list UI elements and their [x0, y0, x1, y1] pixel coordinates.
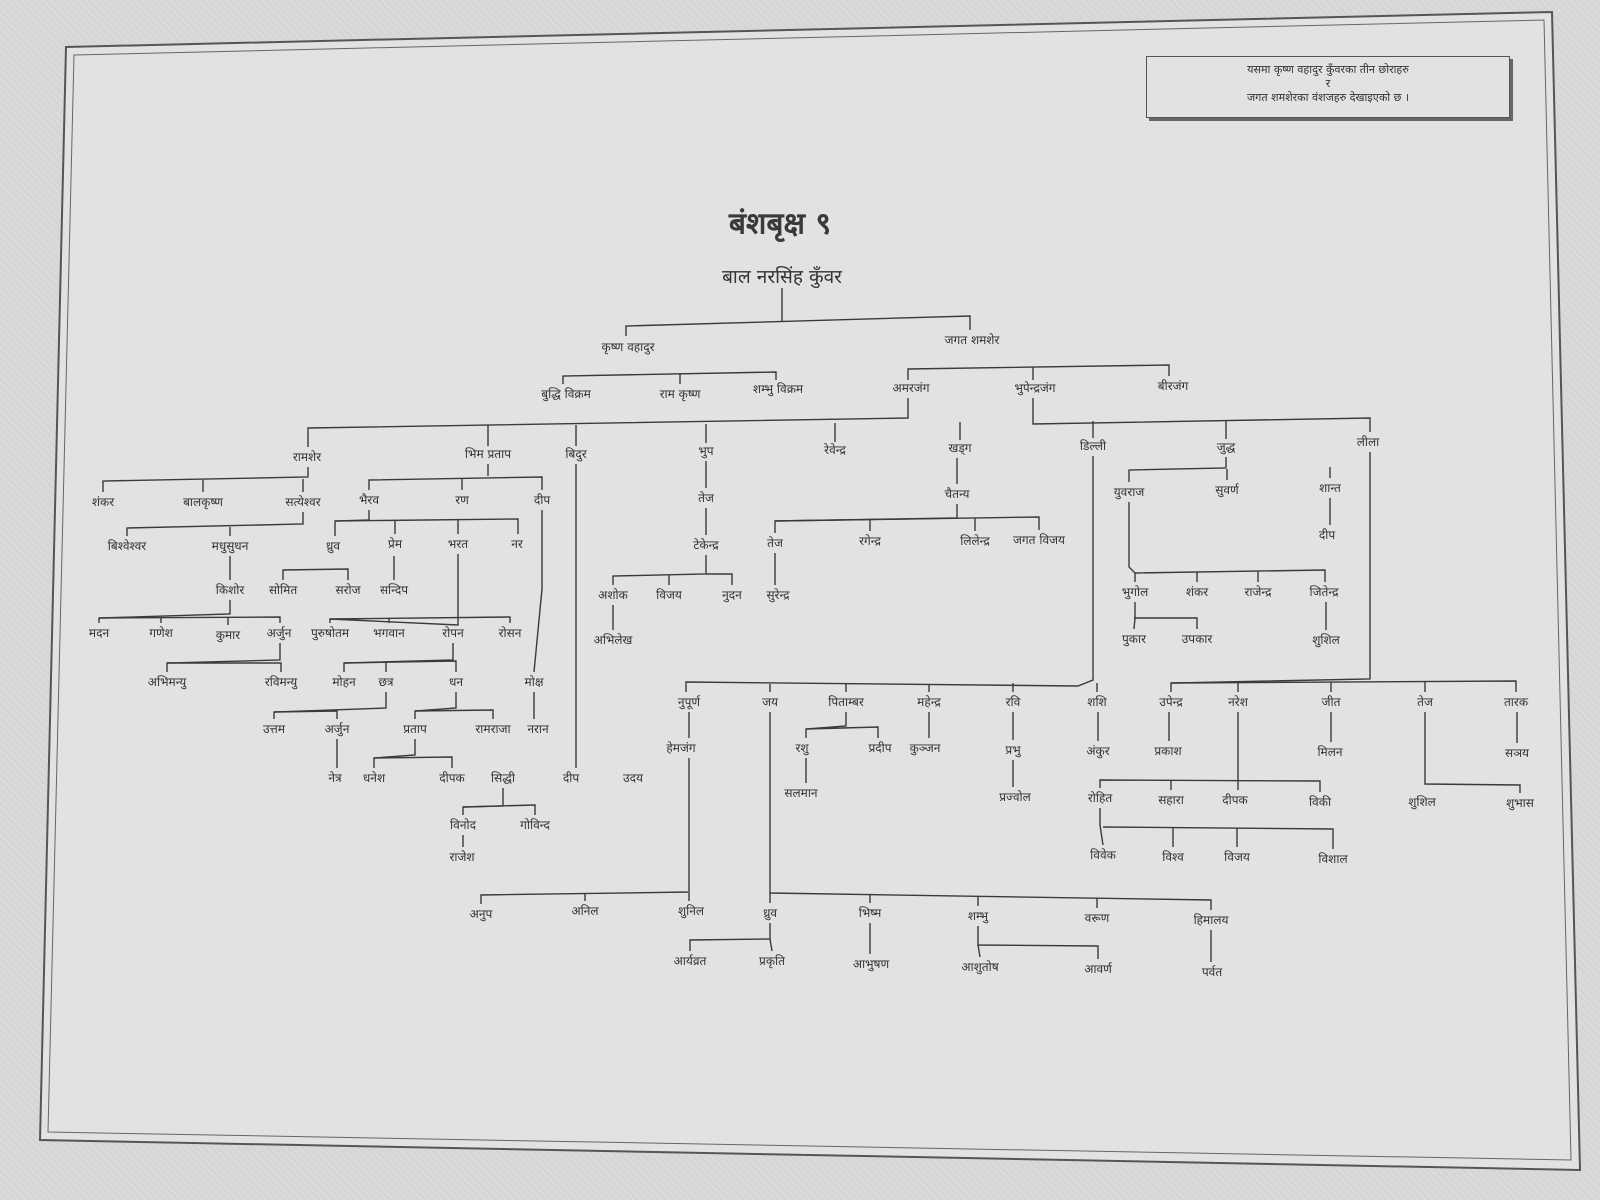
- tree-node-upendra: उपेन्द्र: [1159, 695, 1183, 709]
- tree-node-bhimpratap: भिम प्रताप: [464, 447, 512, 461]
- connector-line: [167, 643, 280, 672]
- tree-node-birjang: बीरजंग: [1157, 379, 1189, 393]
- tree-node-ramkrishna: राम कृष्ण: [659, 387, 701, 401]
- tree-node-jagatvijay: जगत विजय: [1013, 533, 1065, 547]
- connector-line: [335, 510, 369, 536]
- tree-node-deepak1: दीपक: [439, 771, 465, 785]
- tree-node-lila: लीला: [1356, 435, 1380, 449]
- tree-node-satyeshwar: सत्येश्वर: [285, 495, 321, 509]
- tree-node-naresh: नरेश: [1228, 695, 1248, 709]
- connector-line: [908, 365, 1169, 380]
- tree-node-shanta: शान्त: [1319, 481, 1341, 495]
- connector-line: [99, 617, 280, 623]
- connector-line: [1134, 618, 1197, 629]
- connector-line: [978, 926, 1098, 959]
- connector-line: [686, 456, 1093, 692]
- tree-node-vijay1: विजय: [656, 588, 682, 602]
- tree-node-bhugol: भुगोल: [1121, 585, 1149, 599]
- tree-node-binod: विनोद: [450, 818, 476, 832]
- tree-node-ramsher: रामशेर: [292, 450, 322, 464]
- tree-node-shambhu: शम्भु: [967, 909, 989, 923]
- connector-line: [374, 757, 452, 768]
- connector-line: [1100, 808, 1103, 845]
- tree-node-bibek: विवेक: [1090, 848, 1116, 862]
- page-title: बंशबृक्ष ९: [728, 206, 832, 242]
- tree-node-siddhi: सिद्धी: [491, 771, 515, 785]
- connector-line: [463, 805, 535, 815]
- tree-node-himalaya: हिमालय: [1193, 913, 1229, 927]
- tree-node-vijay2: विजय: [1224, 850, 1250, 864]
- tree-node-vicky: विकी: [1308, 795, 1332, 809]
- tree-node-moksha: मोक्ष: [524, 675, 544, 689]
- connector-line: [1134, 602, 1135, 629]
- connector-line: [706, 574, 732, 585]
- connector-line: [626, 316, 970, 336]
- tree-node-bishweshwar: बिश्वेश्वर: [107, 539, 147, 553]
- tree-node-anup: अनुप: [469, 907, 493, 921]
- tree-node-pradeep: प्रदीप: [868, 741, 892, 755]
- connector-line: [563, 372, 776, 384]
- tree-node-arjun2: अर्जुन: [324, 722, 350, 736]
- connector-line: [770, 712, 1211, 910]
- tree-node-dhruv2: ध्रुव: [762, 906, 778, 920]
- tree-node-shushil1: शुशिल: [1312, 633, 1340, 647]
- tree-node-bhup: भुप: [698, 444, 714, 458]
- tree-node-jitendra: जितेन्द्र: [1309, 585, 1339, 599]
- tree-node-bharat: भरत: [447, 537, 469, 551]
- tree-node-kunjan: कुञ्जन: [909, 741, 941, 755]
- tree-node-parbat: पर्वत: [1201, 965, 1223, 979]
- tree-node-sonit: सोमित: [268, 583, 298, 597]
- tree-node-lilendra: लिलेन्द्र: [960, 534, 990, 548]
- tree-node-sandip: सन्दिप: [379, 583, 409, 597]
- tree-node-abhushan: आभुषण: [852, 957, 890, 971]
- connector-line: [1171, 681, 1516, 692]
- tree-node-aryavrat: आर्यव्रत: [673, 954, 707, 968]
- tree-node-bhishma: भिष्म: [858, 906, 882, 920]
- tree-node-uttam: उत्तम: [262, 722, 286, 736]
- tree-node-upakar: उपकार: [1181, 632, 1213, 646]
- note-box: [1146, 56, 1510, 118]
- tree-node-jeet: जीत: [1321, 695, 1341, 709]
- tree-node-dhanesh: धनेश: [362, 771, 386, 785]
- tree-node-shashi: शशि: [1087, 695, 1107, 709]
- note-line-2: र: [1325, 77, 1331, 90]
- tree-node-ramraja: रामराजा: [475, 722, 511, 736]
- tree-node-ankur: अंकुर: [1086, 744, 1110, 758]
- tree-node-yuvaraj: युवराज: [1113, 485, 1145, 499]
- tree-node-abhimanyu: अभिमन्यु: [147, 675, 187, 689]
- tree-node-prabhu: प्रभु: [1005, 743, 1021, 757]
- tree-node-sahara: सहारा: [1158, 793, 1184, 807]
- tree-node-govinda: गोविन्द: [520, 818, 550, 832]
- tree-node-jay: जय: [762, 695, 778, 709]
- tree-node-prem: प्रेम: [387, 537, 403, 551]
- connector-line: [274, 711, 337, 719]
- tree-node-avarna: आवर्ण: [1084, 962, 1112, 976]
- tree-node-ganesh: गणेश: [149, 626, 173, 640]
- tree-node-shankar2: शंकर: [1185, 585, 1209, 599]
- connector-line: [1129, 457, 1226, 482]
- connector-line: [1135, 570, 1325, 582]
- connector-line: [374, 739, 415, 768]
- tree-node-dhan: धन: [448, 675, 464, 689]
- tree-node-rajesh: राजेश: [449, 850, 475, 864]
- tree-node-deep3: दीप: [562, 771, 580, 785]
- connector-line: [775, 517, 1039, 530]
- tree-node-sunil: शुनिल: [677, 904, 705, 918]
- connector-line: [534, 510, 542, 672]
- tree-node-shankar1: शंकर: [91, 495, 115, 509]
- tree-node-salman: सलमान: [784, 786, 818, 800]
- tree-node-bhupendra: भुपेन्द्रजंग: [1014, 381, 1056, 395]
- tree-node-surendra: सुरेन्द्र: [766, 588, 790, 602]
- connector-line: [369, 477, 542, 490]
- connector-line: [335, 519, 518, 534]
- tree-node-sanjay: सञय: [1505, 746, 1529, 760]
- connector-line: [167, 663, 281, 672]
- tree-node-chhatra: छत्र: [378, 675, 394, 689]
- tree-node-prajwol: प्रज्वोल: [999, 790, 1031, 804]
- tree-node-balkrishna: बालकृष्ण: [183, 495, 223, 509]
- tree-node-saroj: सरोज: [335, 583, 361, 597]
- tree-node-deep2: दीप: [1318, 528, 1336, 542]
- connector-line: [1033, 398, 1370, 432]
- tree-node-prakriti: प्रकृति: [759, 954, 785, 968]
- tree-node-mahendra: महेन्द्र: [917, 695, 941, 709]
- tree-node-shushil2: शुशिल: [1408, 795, 1436, 809]
- tree-node-ropan: रोपन: [442, 626, 464, 640]
- connector-line: [806, 712, 846, 738]
- tree-node-uday: उदय: [623, 771, 643, 785]
- tree-node-abhilekh: अभिलेख: [593, 633, 633, 647]
- tree-node-ran: रण: [455, 493, 469, 507]
- connector-line: [103, 467, 308, 492]
- tree-node-varun: वरूण: [1084, 911, 1110, 925]
- tree-node-madan: मदन: [88, 626, 110, 640]
- connector-line: [415, 692, 456, 719]
- tree-node-revendra: रेवेन्द्र: [824, 443, 846, 457]
- tree-node-mohan: मोहन: [332, 675, 356, 689]
- tree-node-arjun1: अर्जुन: [266, 626, 292, 640]
- tree-node-dilli: डिल्ली: [1079, 439, 1107, 453]
- tree-node-tej3: तेज: [1417, 695, 1433, 709]
- connector-line: [806, 727, 878, 738]
- tree-node-purushottam: पुरुषोतम: [310, 626, 350, 640]
- tree-node-nupurna: नुपूर्ण: [677, 695, 701, 709]
- tree-node-pukar: पुकार: [1121, 632, 1147, 646]
- root-node: बाल नरसिंह कुँवर: [722, 266, 842, 288]
- tree-node-tekendra: टेकेन्द्र: [693, 538, 719, 552]
- tree-node-tej2: तेज: [767, 536, 783, 550]
- connector-line: [770, 939, 772, 951]
- tree-node-madhusudan: मधुसुधन: [211, 539, 249, 553]
- tree-node-ragendra: रगेन्द्र: [859, 534, 881, 548]
- tree-node-krishna: कृष्ण वहादुर: [601, 340, 655, 354]
- tree-node-deepak2: दीपक: [1222, 793, 1248, 807]
- tree-node-naran: नरान: [527, 722, 549, 736]
- tree-node-bishwa: विश्व: [1162, 850, 1184, 864]
- tree-node-hemjang: हेमजंग: [666, 741, 696, 755]
- tree-node-rashu: रशु: [795, 741, 809, 755]
- tree-node-ravimanyu: रविमन्यु: [264, 675, 298, 689]
- tree-node-rosan: रोसन: [498, 626, 522, 640]
- tree-node-nudan: नुदन: [722, 588, 742, 602]
- tree-node-rajendra: राजेन्द्र: [1244, 585, 1272, 599]
- connector-line: [613, 555, 706, 585]
- tree-node-deep1: दीप: [533, 493, 551, 507]
- tree-node-kumar: कुमार: [215, 628, 241, 642]
- tree-node-ashutosh: आशुतोष: [961, 960, 999, 974]
- tree-node-netra: नेत्र: [328, 771, 342, 785]
- connector-line: [283, 569, 348, 580]
- connector-line: [274, 692, 386, 719]
- note-line-1: यसमा कृष्ण वहादुर कुँवरका तीन छोराहरु: [1247, 63, 1409, 76]
- tree-node-anil: अनिल: [571, 904, 599, 918]
- tree-node-bhairav: भैरव: [358, 493, 380, 507]
- connector-line: [463, 788, 503, 815]
- connector-line: [1129, 502, 1135, 582]
- tree-node-tej1: तेज: [698, 491, 714, 505]
- tree-node-kishor: किशोर: [215, 583, 245, 597]
- tree-node-khadga: खड्ग: [948, 441, 972, 455]
- tree-node-pitambar: पिताम्बर: [828, 695, 864, 709]
- connector-line: [978, 945, 980, 957]
- tree-node-nar: नर: [511, 537, 523, 551]
- tree-node-bishal: विशाल: [1318, 852, 1348, 866]
- connector-line: [308, 398, 908, 447]
- tree-node-ashok: अशोक: [598, 588, 628, 602]
- connector-line: [1103, 827, 1333, 849]
- tree-node-suvarna: सुवर्ण: [1215, 483, 1239, 497]
- tree-node-dhruv1: ध्रुव: [325, 539, 341, 553]
- tree-node-shubhas: शुभास: [1506, 796, 1534, 810]
- tree-node-chaitanya: चैतन्य: [944, 487, 970, 501]
- connector-line: [1100, 780, 1320, 792]
- note-line-3: जगत शमशेरका वंशजहरु देखाइएको छ ।: [1247, 91, 1409, 104]
- tree-node-shambhuvikram: शम्भु विक्रम: [752, 382, 804, 396]
- tree-node-buddhi: बुद्धि विक्रम: [541, 387, 591, 401]
- connector-line: [127, 512, 303, 536]
- tree-node-pratap: प्रताप: [403, 722, 427, 736]
- tree-node-rohit: रोहित: [1087, 791, 1113, 805]
- connector-line: [344, 643, 453, 672]
- tree-node-prakash: प्रकाश: [1154, 744, 1182, 758]
- tree-node-jagat: जगत शमशेर: [944, 333, 1000, 347]
- tree-node-bhagwan: भगवान: [373, 626, 405, 640]
- tree-node-ravi: रवि: [1005, 695, 1021, 709]
- connector-line: [99, 600, 230, 623]
- connector-line: [344, 661, 456, 672]
- connector-line: [690, 923, 770, 951]
- tree-node-amarjang: अमरजंग: [892, 381, 930, 395]
- tree-node-milan: मिलन: [1317, 745, 1343, 759]
- tree-node-juddha: जुद्ध: [1216, 440, 1236, 454]
- tree-node-tarak: तारक: [1503, 695, 1529, 709]
- tree-node-bidur: बिदुर: [565, 447, 587, 461]
- connector-line: [415, 710, 493, 719]
